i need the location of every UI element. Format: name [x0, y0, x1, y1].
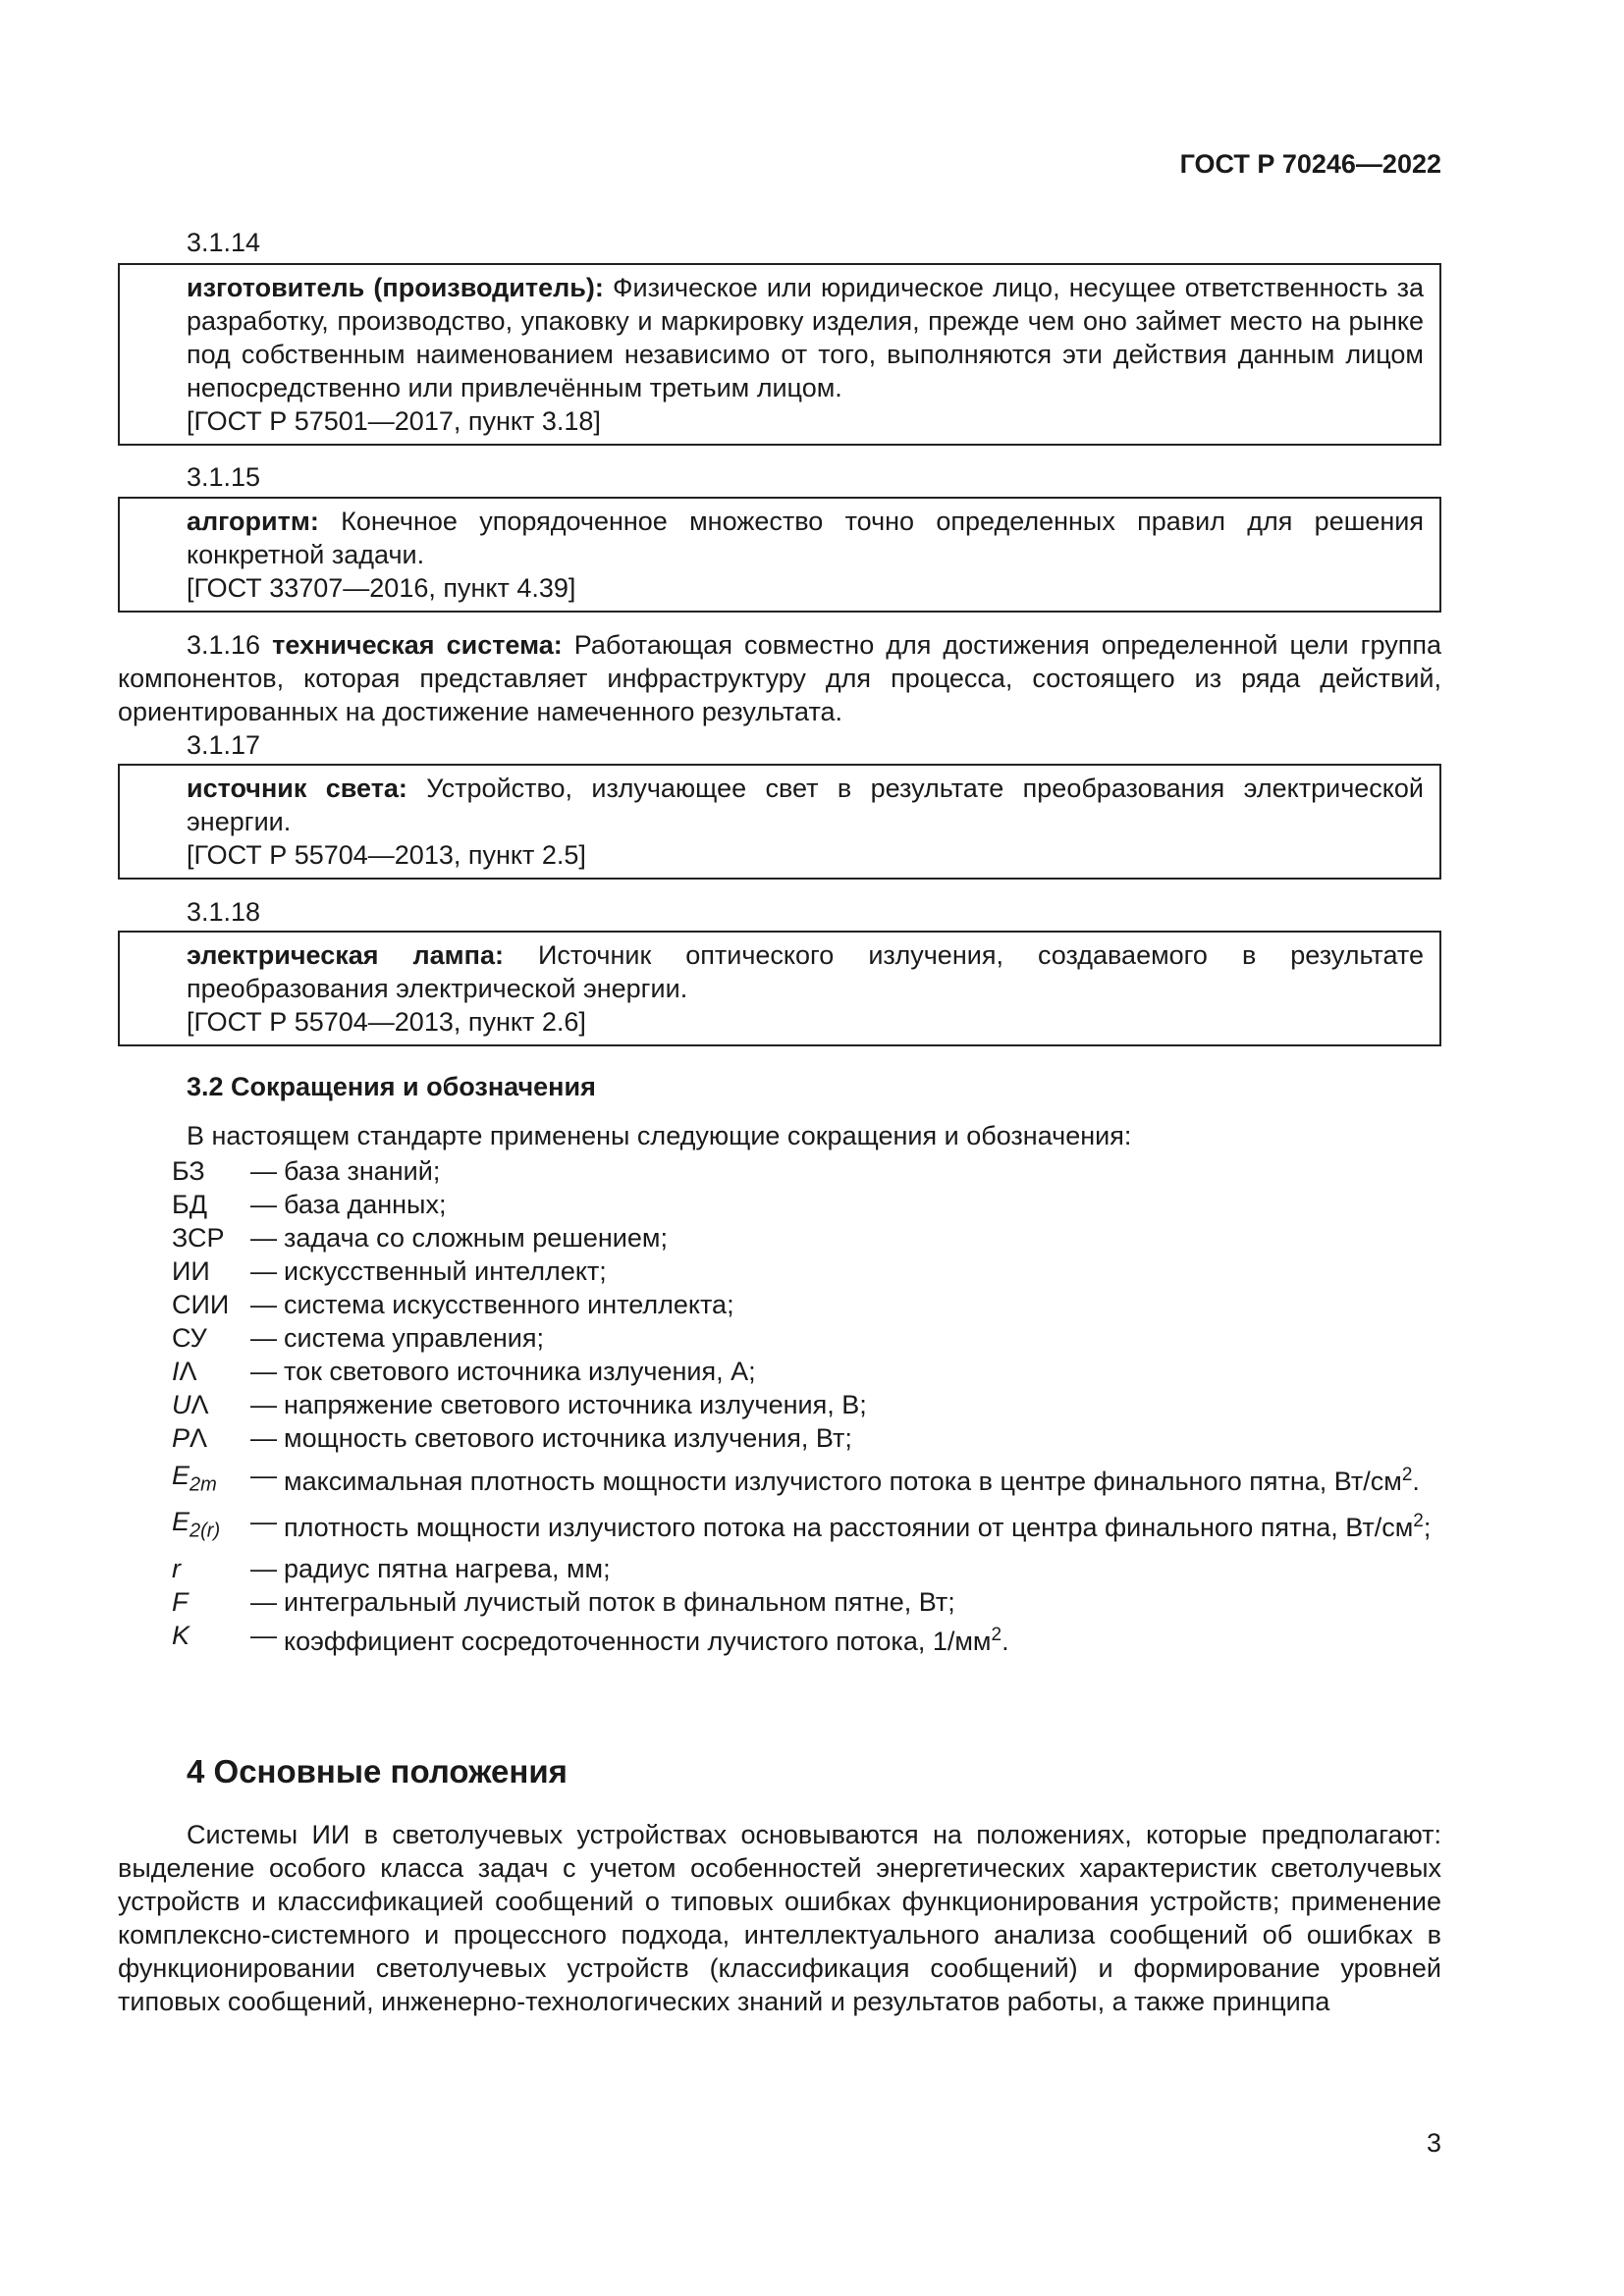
dash: — [250, 1461, 277, 1490]
term-reference: [ГОСТ Р 55704—2013, пункт 2.6] [187, 1007, 586, 1037]
dash: — [250, 1357, 277, 1386]
section-intro: В настоящем стандарте применены следующие сокращения и обозначения: [187, 1121, 1132, 1150]
term-name: алгоритм: [187, 507, 319, 536]
abbreviation-text: мощность светового источника излучения, Вт; [284, 1423, 852, 1453]
term-name: источник света: [187, 774, 407, 803]
term-box-algorithm [118, 497, 1441, 613]
term-reference: [ГОСТ Р 57501—2017, пункт 3.18] [187, 406, 601, 436]
abbreviation-symbol: БД [172, 1190, 208, 1219]
term-reference: [ГОСТ 33707—2016, пункт 4.39] [187, 573, 576, 603]
term-number: 3.1.18 [187, 897, 261, 927]
term-number: 3.1.14 [187, 228, 261, 257]
abbreviation-text: задача со сложным решением; [284, 1223, 668, 1253]
abbreviation-text: база знаний; [284, 1156, 441, 1186]
abbreviation-symbol: ИИ [172, 1256, 210, 1286]
term-name: техническая система: [272, 630, 563, 660]
abbreviation-item [172, 1585, 1441, 1619]
abbreviation-symbol: ЗСР [172, 1223, 225, 1253]
term-name: изготовитель (производитель): [187, 273, 604, 302]
term-number: 3.1.16 [187, 630, 261, 660]
abbreviation-symbol: СУ [172, 1323, 207, 1353]
abbreviation-symbol: UΛ [172, 1390, 209, 1419]
dash: — [250, 1620, 277, 1650]
dash: — [250, 1553, 277, 1583]
document-header: ГОСТ Р 70246—2022 [1179, 149, 1441, 179]
term-name: электрическая лампа: [187, 940, 504, 970]
abbreviation-item [172, 1388, 1441, 1421]
dash: — [250, 1507, 277, 1537]
page-number: 3 [1426, 2128, 1441, 2158]
abbreviation-symbol: PΛ [172, 1423, 208, 1453]
abbreviation-item [172, 1288, 1441, 1321]
dash: — [250, 1323, 277, 1353]
abbreviation-item [172, 1552, 1441, 1585]
term-definition [187, 505, 1424, 571]
abbreviation-item [172, 1221, 1441, 1255]
section-heading: 4 Основные положения [187, 1753, 568, 1789]
abbreviation-item [172, 1255, 1441, 1288]
abbreviation-item [172, 1619, 1441, 1658]
abbreviation-text: интегральный лучистый поток в финальном пятне, Вт; [284, 1586, 955, 1617]
abbreviation-symbol: $E_{2(r)}$ [172, 1507, 221, 1542]
term-definition-text: Устройство, излучающее свет в результате преобразования электрической энергии. [187, 774, 1424, 836]
term-definition-text: Работающая совместно для достижения определенной цели группа компонентов, которая представляет инфраструктуру для процесса, состоящего из ряда действий, ориентированных на достижение намеченного результата. [118, 630, 1441, 726]
term-definition [187, 271, 1424, 404]
abbreviation-text: напряжение светового источника излучения, В; [284, 1390, 867, 1419]
dash: — [250, 1256, 277, 1286]
abbreviation-item [172, 1188, 1441, 1221]
term-definition [187, 772, 1424, 838]
abbreviation-symbol: $E_{2m}$ [172, 1461, 217, 1496]
abbreviation-item [172, 1505, 1441, 1547]
term-definition-text: Источник оптического излучения, создаваемого в результате преобразования электрической энергии. [187, 940, 1424, 1003]
term-box-light-source [118, 764, 1441, 880]
abbreviation-symbol: F [172, 1586, 189, 1617]
abbreviation-text: база данных; [284, 1190, 447, 1219]
abbreviation-item [172, 1321, 1441, 1355]
abbreviation-symbol: СИИ [172, 1290, 230, 1319]
abbreviation-text: коэффициент сосредоточенности лучистого потока, $1/мм^2$. [284, 1624, 1009, 1656]
abbreviation-symbol: БЗ [172, 1156, 205, 1186]
dash: — [250, 1290, 277, 1319]
term-number: 3.1.17 [187, 730, 261, 760]
dash: — [250, 1223, 277, 1253]
abbreviation-text: система управления; [284, 1323, 545, 1353]
abbreviation-item [172, 1421, 1441, 1455]
dash: — [250, 1390, 277, 1419]
abbreviation-text: искусственный интеллект; [284, 1256, 607, 1286]
dash: — [250, 1156, 277, 1186]
section-heading: 3.2 Сокращения и обозначения [187, 1072, 596, 1101]
abbreviation-text: ток светового источника излучения, А; [284, 1357, 756, 1386]
dash: — [250, 1190, 277, 1219]
abbreviation-text: система искусственного интеллекта; [284, 1290, 734, 1319]
abbreviation-symbol: K [172, 1620, 190, 1650]
abbreviation-symbol: r [172, 1553, 181, 1583]
abbreviation-item [172, 1355, 1441, 1388]
abbreviation-text: плотность мощности излучистого потока на расстоянии от центра финального пятна, $Вт/см^2$; [284, 1511, 1432, 1543]
term-definition [187, 938, 1424, 1005]
term-reference: [ГОСТ Р 55704—2013, пункт 2.5] [187, 840, 586, 870]
abbreviation-symbol: IΛ [172, 1357, 197, 1386]
abbreviation-item [172, 1154, 1441, 1188]
dash: — [250, 1586, 277, 1617]
section-paragraph: Системы ИИ в светолучевых устройствах основываются на положениях, которые предполагают: выделение особого класса задач с учетом особенностей энергетических характеристик светолучевых устройств и классификацией сообщений о типовых ошибках функционирования устройств; применение комплексно-системного и процессного подхода, интеллектуального анализа сообщений об ошибках в функционировании светолучевых устройств (классификация сообщений) и формирование уровней типовых сообщений, инженерно-технологических знаний и результатов работы, а также принципа [118, 1820, 1441, 2016]
term-number: 3.1.15 [187, 462, 261, 492]
term-box-electric-lamp [118, 931, 1441, 1046]
abbreviation-list [172, 1154, 1441, 1658]
term-definition-text: Конечное упорядоченное множество точно определенных правил для решения конкретной задачи. [187, 507, 1424, 569]
term-paragraph-technical-system [118, 628, 1441, 728]
term-box-manufacturer [118, 263, 1441, 446]
term-definition-text: Физическое или юридическое лицо, несущее ответственность за разработку, производство, упаковку и маркировку изделия, прежде чем оно займет место на рынке под собственным наименованием независимо от того, выполняются эти действия данным лицом непосредственно или привлечённым третьим лицом. [187, 273, 1424, 402]
document-page [118, 0, 1441, 2296]
abbreviation-item [172, 1459, 1441, 1501]
abbreviation-text: максимальная плотность мощности излучистого потока в центре финального пятна, $Вт/см^2$. [284, 1465, 1420, 1496]
dash: — [250, 1423, 277, 1453]
abbreviation-text: радиус пятна нагрева, мм; [284, 1553, 611, 1583]
